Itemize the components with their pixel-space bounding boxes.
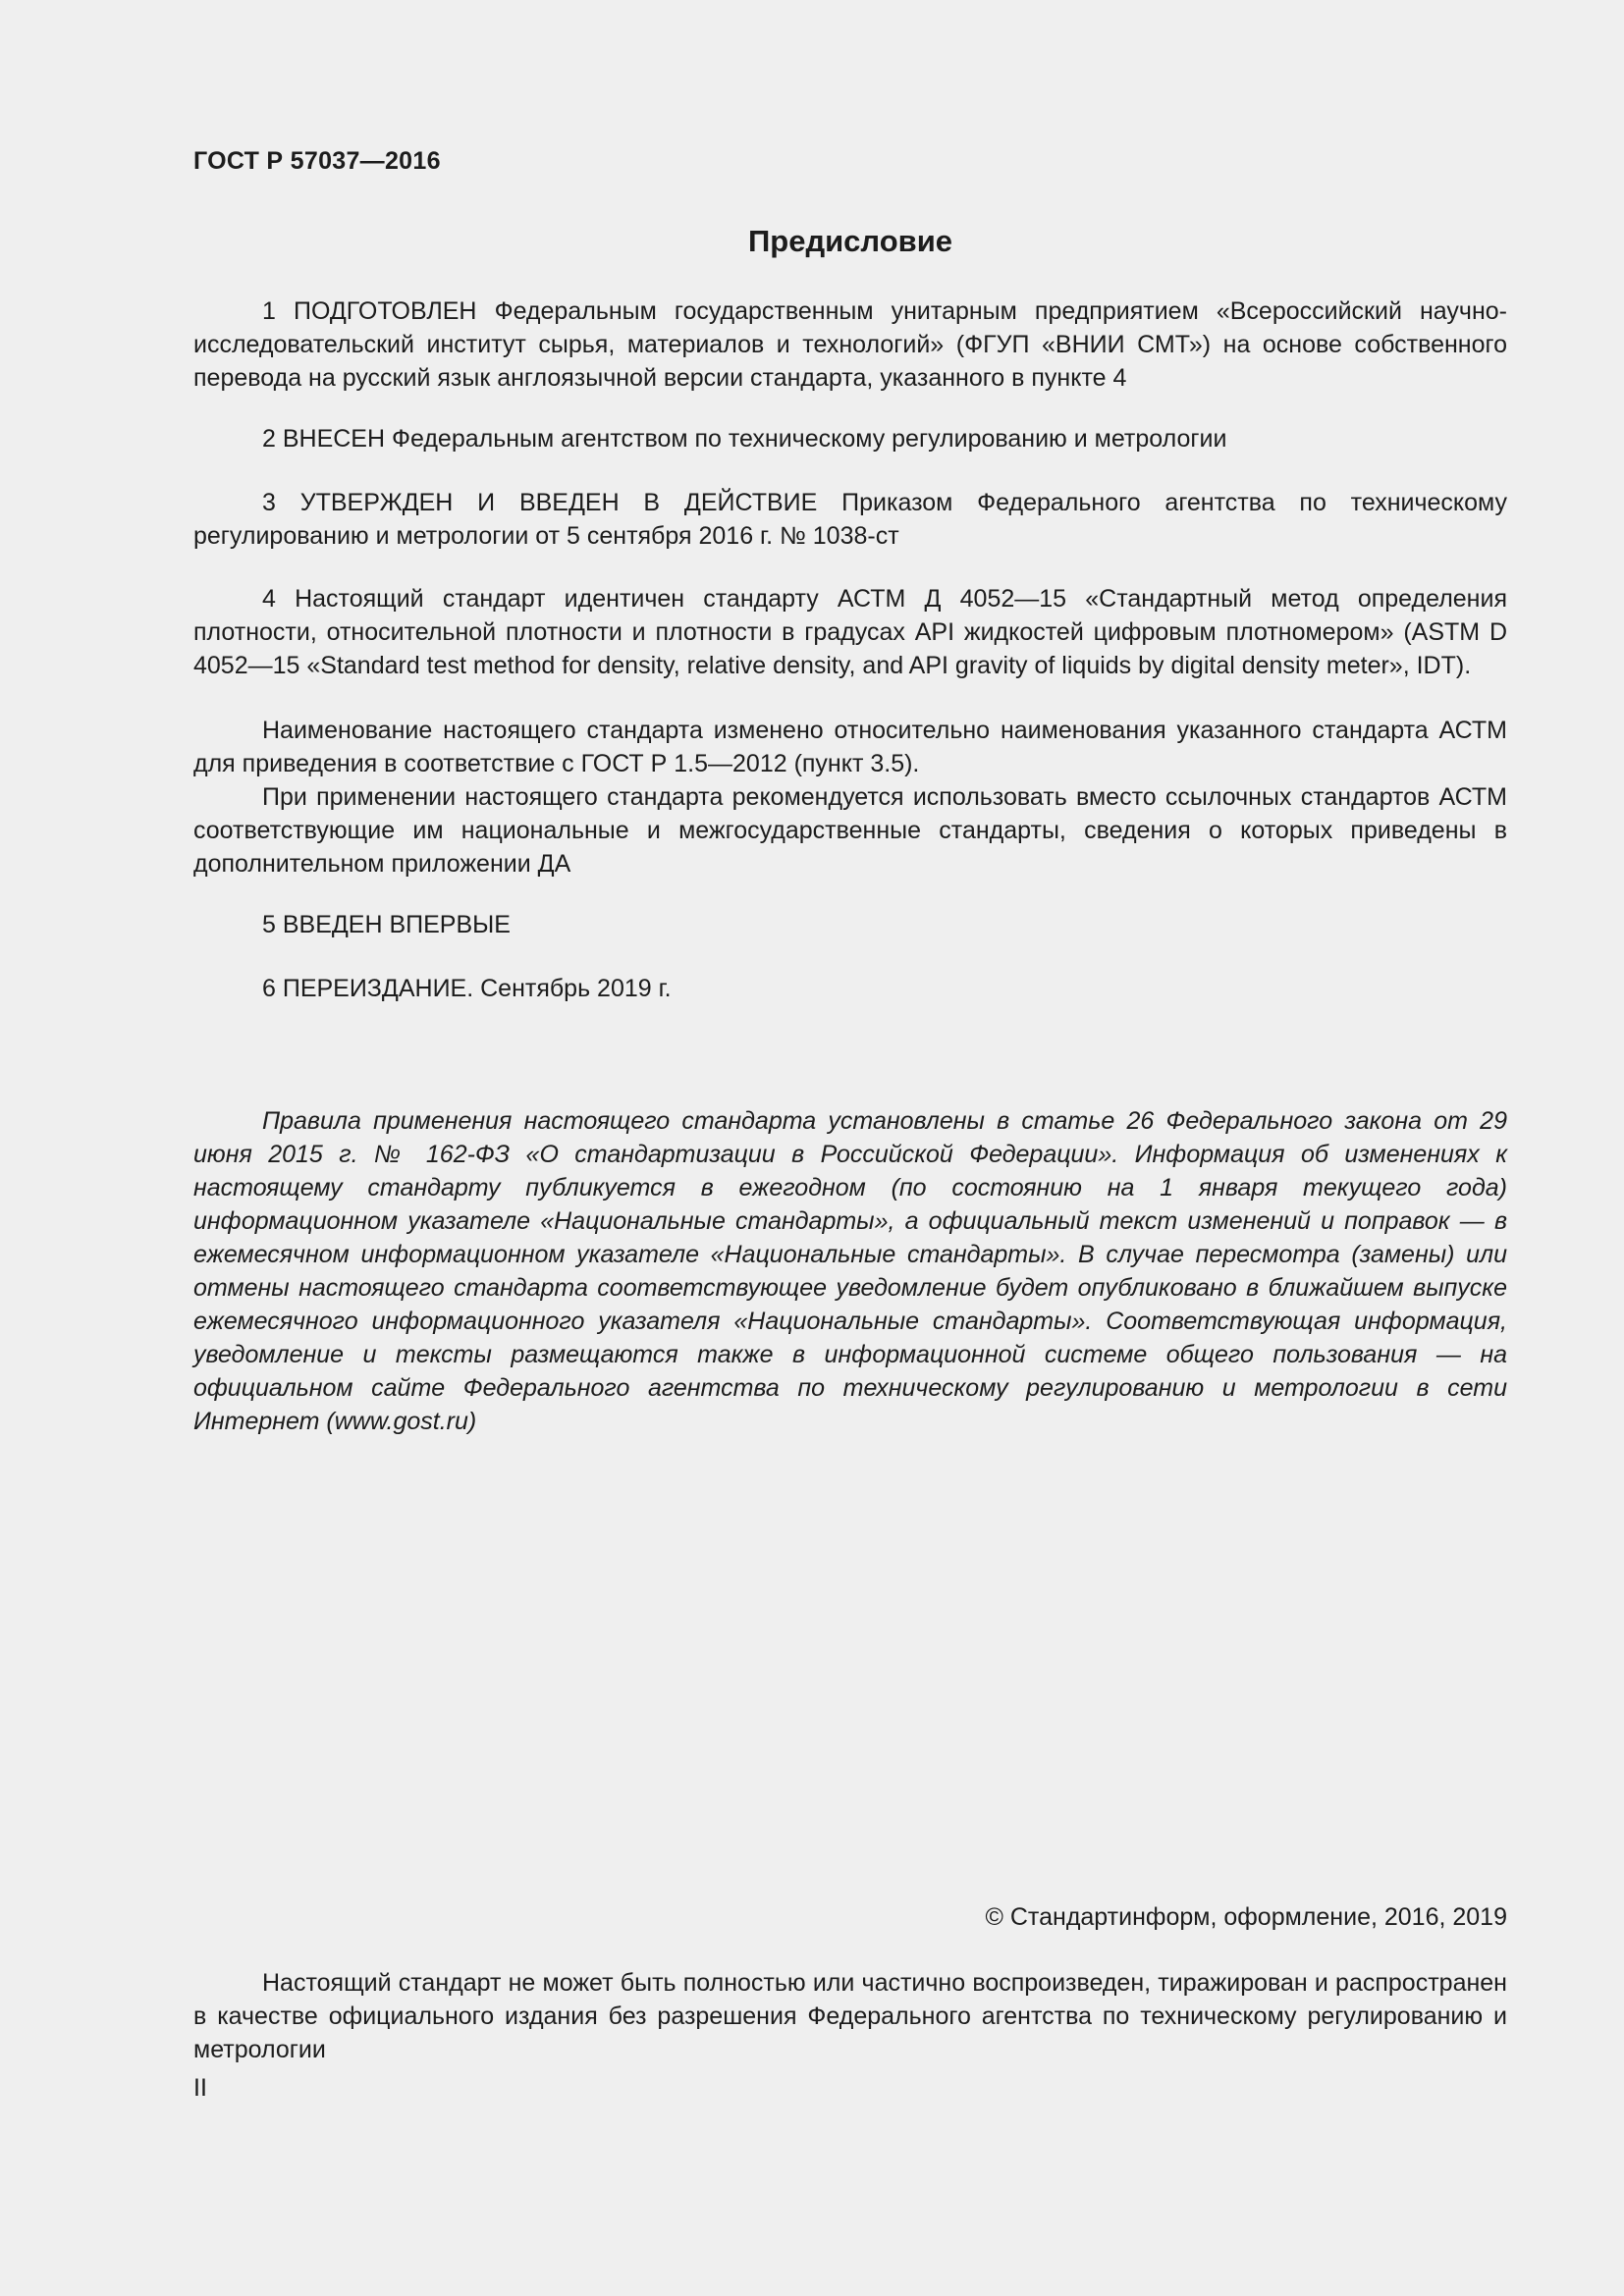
page-number: II — [193, 2074, 207, 2102]
foreword-item-5: 5 ВВЕДЕН ВПЕРВЫЕ — [262, 911, 511, 938]
rules-note: Правила применения настоящего стандарта установлены в статье 26 Федерального закона от 29 июня 2015 г. № 162-ФЗ «О стандартизации в Российской Федерации». Информация об изменениях к настоящему стандарту публикуется в ежегодном (по состоянию на 1 января текущего года) информационном указателе «Национальные стандарты», а официальный текст изменений и поправок — в ежемесячном информационном указателе «Национальные стандарты». В случае пересмотра (замены) или отмены настоящего стандарта соответствующее уведомление будет опубликовано в ближайшем выпуске ежемесячного информационного указателя «Национальные стандарты». Соответствующая информация, уведомление и тексты размещаются также в информационной системе общего пользования — на официальном сайте Федерального агентства по техническому регулированию и метрологии в сети Интернет (www.gost.ru) — [193, 1107, 1507, 1435]
reproduction-notice: Настоящий стандарт не может быть полностью или частично воспроизведен, тиражирован и распространен в качестве официального издания без разрешения Федерального агентства по техническому регулированию и метрологии — [193, 1969, 1507, 2063]
foreword-item-2: 2 ВНЕСЕН Федеральным агентством по техническому регулированию и метрологии — [262, 425, 1227, 453]
page-title: Предисловие — [747, 224, 952, 258]
foreword-item-4-references-note: При применении настоящего стандарта рекомендуется использовать вместо ссылочных стандартов АСТМ соответствующие им национальные и межгосударственные стандарты, сведения о которых приведены в дополнительном приложении ДА — [193, 783, 1507, 878]
document-code: ГОСТ Р 57037—2016 — [193, 147, 441, 175]
copyright-line: © Стандартинформ, оформление, 2016, 2019 — [985, 1903, 1507, 1931]
foreword-item-4-name-note: Наименование настоящего стандарта изменено относительно наименования указанного стандарта АСТМ для приведения в соответствие с ГОСТ Р 1.5—2012 (пункт 3.5). — [193, 717, 1507, 777]
foreword-item-6: 6 ПЕРЕИЗДАНИЕ. Сентябрь 2019 г. — [262, 975, 672, 1002]
foreword-item-4: 4 Настоящий стандарт идентичен стандарту АСТМ Д 4052—15 «Стандартный метод определения плотности, относительной плотности и плотности в градусах API жидкостей цифровым плотномером» (ASTM D 4052—15 «Standard test method for density, relative density, and API gravity of liquids by digital density meter», IDT). — [193, 585, 1507, 679]
foreword-item-1: 1 ПОДГОТОВЛЕН Федеральным государственным унитарным предприятием «Всероссийский научно-исследовательский институт сырья, материалов и технологий» (ФГУП «ВНИИ СМТ») на основе собственного перевода на русский язык англоязычной версии стандарта, указанного в пункте 4 — [193, 297, 1507, 392]
foreword-item-3: 3 УТВЕРЖДЕН И ВВЕДЕН В ДЕЙСТВИЕ Приказом Федерального агентства по техническому регулированию и метрологии от 5 сентября 2016 г. № 1038-ст — [193, 489, 1507, 550]
